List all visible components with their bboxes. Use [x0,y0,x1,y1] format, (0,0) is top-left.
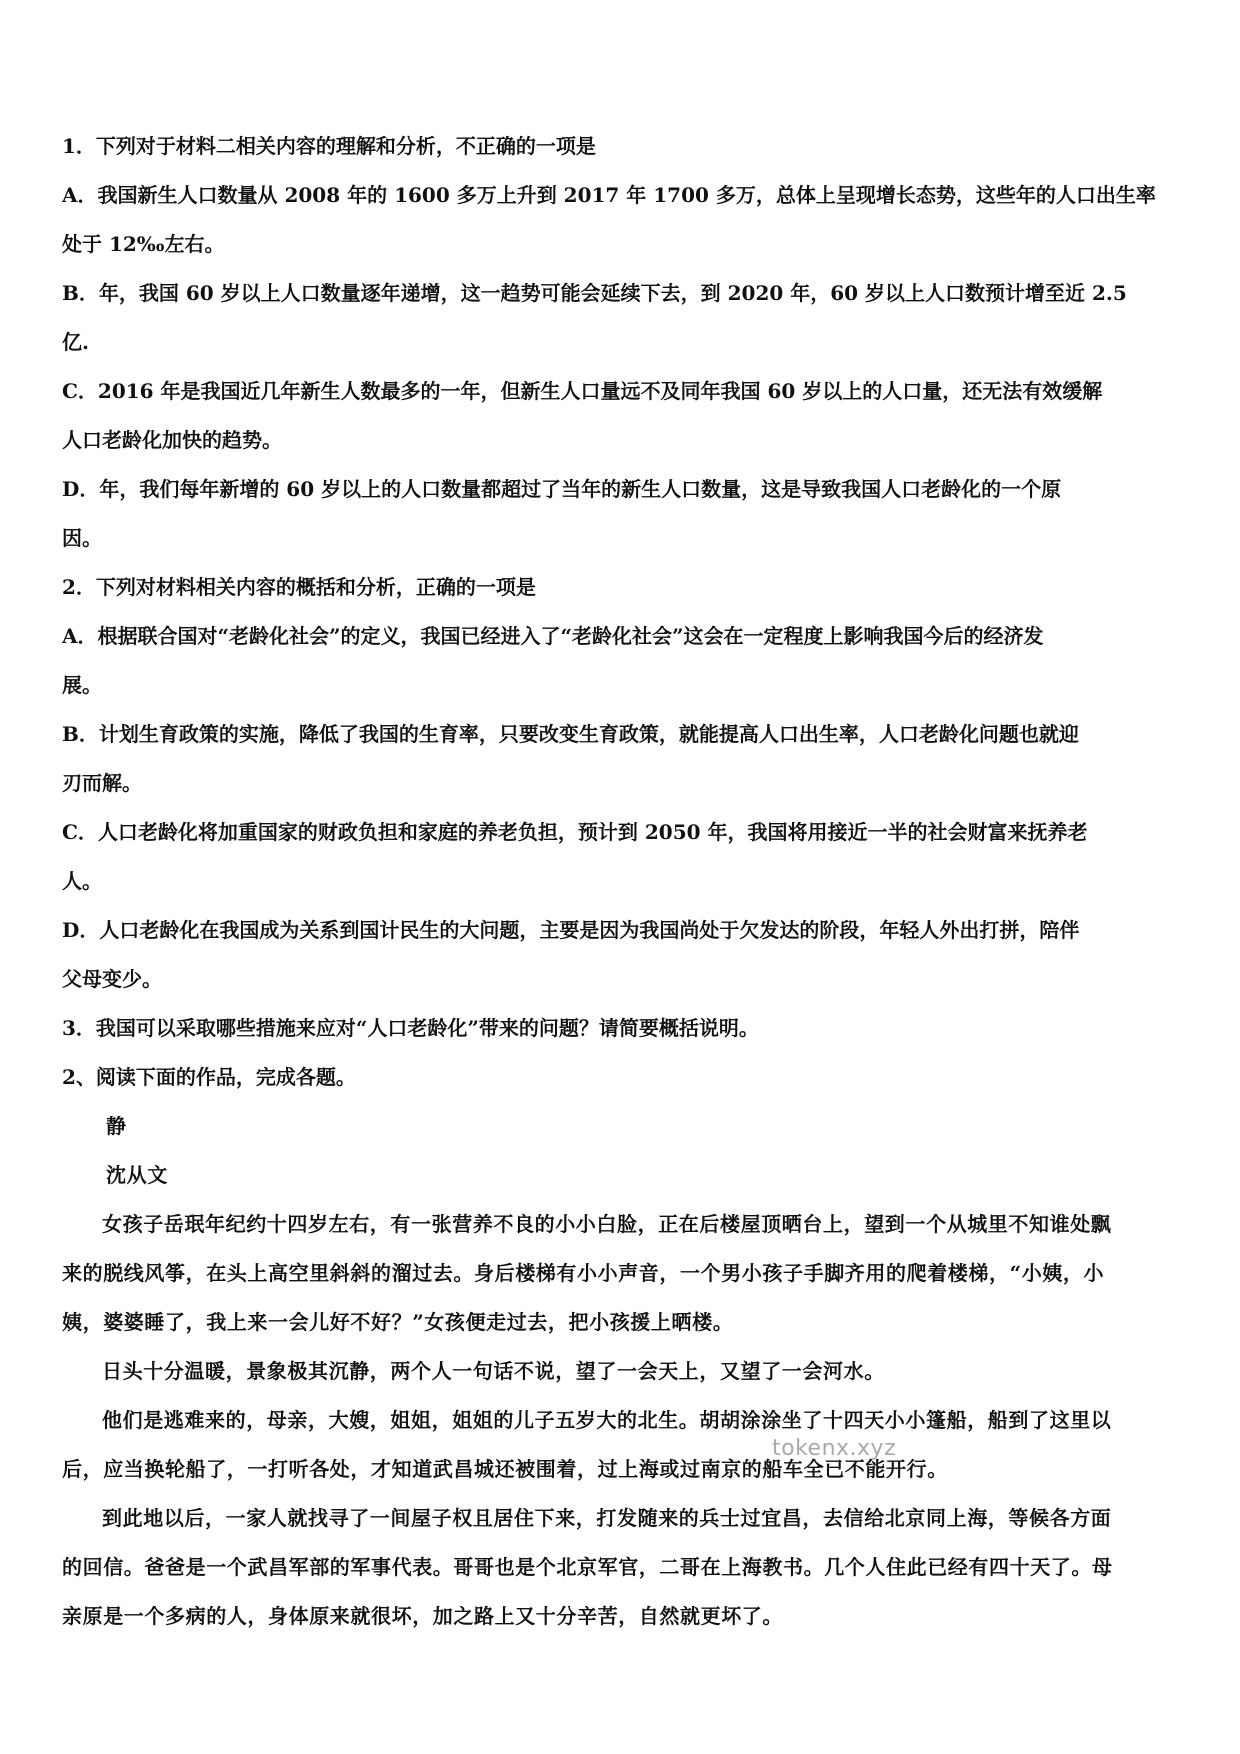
document-page [62,122,1190,1641]
watermark: tokenx.xyz [772,1436,897,1461]
question-2-option-c: C．人口老龄化将加重国家的财政负担和家庭的养老负担，预计到 2050 年，我国将用接近一半的社会财富来抚养老 [62,820,1088,844]
story-paragraph-3-line-2: 后，应当换轮船了，一打听各处，才知道武昌城还被围着，过上海或过南京的船车全已不能开行。 [62,1457,948,1481]
question-1-option-c-cont: 人口老龄化加快的趋势。 [62,428,282,452]
question-1-option-c: C．2016 年是我国近几年新生人数最多的一年，但新生人口量远不及同年我国 60 岁以上的人口量，还无法有效缓解 [62,379,1103,403]
question-1-stem: 1．下列对于材料二相关内容的理解和分析，不正确的一项是 [62,134,596,158]
question-2-option-b: B．计划生育政策的实施，降低了我国的生育率，只要改变生育政策，就能提高人口出生率，人口老龄化问题也就迎 [62,722,1079,746]
section-2-heading: 2、阅读下面的作品，完成各题。 [62,1065,356,1089]
question-2-option-b-cont: 刃而解。 [62,771,142,795]
question-1-option-b: B．年，我国 60 岁以上人口数量逐年递增，这一趋势可能会延续下去，到 2020 年，60 岁以上人口数预计增至近 2.5 [62,281,1127,305]
story-paragraph-4-line-1: 到此地以后，一家人就找寻了一间屋子权且居住下来，打发随来的兵士过宜昌，去信给北京同上海，等候各方面 [102,1506,1112,1530]
question-2-option-a-cont: 展。 [62,673,102,697]
question-2-option-c-cont: 人。 [62,869,102,893]
question-2-option-a: A．根据联合国对“老龄化社会”的定义，我国已经进入了“老龄化社会”这会在一定程度上影响我国今后的经济发 [62,624,1044,648]
story-title: 静 [106,1114,127,1138]
story-author: 沈从文 [106,1163,168,1187]
story-paragraph-2: 日头十分温暖，景象极其沉静，两个人一句话不说，望了一会天上，又望了一会河水。 [102,1359,885,1383]
question-1-option-a-cont: 处于 12‰左右。 [62,232,225,256]
question-2-option-d: D．人口老龄化在我国成为关系到国计民生的大问题，主要是因为我国尚处于欠发达的阶段，年轻人外出打拼，陪伴 [62,918,1080,942]
question-1-option-b-cont: 亿. [62,330,89,354]
story-paragraph-1-line-1: 女孩子岳珉年纪约十四岁左右，有一张营养不良的小小白脸，正在后楼屋顶晒台上，望到一个从城里不知谁处飘 [102,1212,1112,1236]
question-2-option-d-cont: 父母变少。 [62,967,162,991]
story-paragraph-1-line-2: 来的脱线风筝，在头上高空里斜斜的溜过去。身后楼梯有小小声音，一个男小孩子手脚齐用的爬着楼梯，“小姨，小 [62,1261,1105,1285]
question-1-option-d-cont: 因。 [62,526,102,550]
story-paragraph-4-line-2: 的回信。爸爸是一个武昌军部的军事代表。哥哥也是个北京军官，二哥在上海教书。几个人住此已经有四十天了。母 [62,1555,1113,1579]
story-paragraph-4-line-3: 亲原是一个多病的人，身体原来就很坏，加之路上又十分辛苦，自然就更坏了。 [62,1604,783,1628]
question-1-option-a: A．我国新生人口数量从 2008 年的 1600 多万上升到 2017 年 1700 多万，总体上呈现增长态势，这些年的人口出生率 [62,183,1156,207]
story-paragraph-1-line-3: 姨，婆婆睡了，我上来一会儿好不好？”女孩便走过去，把小孩援上晒楼。 [62,1310,734,1334]
question-1-option-d: D．年，我们每年新增的 60 岁以上的人口数量都超过了当年的新生人口数量，这是导致我国人口老龄化的一个原 [62,477,1062,501]
question-3-stem: 3．我国可以采取哪些措施来应对“人口老龄化”带来的问题？请简要概括说明。 [62,1016,759,1040]
story-paragraph-3-line-1: 他们是逃难来的，母亲，大嫂，姐姐，姐姐的儿子五岁大的北生。胡胡涂涂坐了十四天小小篷船，船到了这里以 [102,1408,1112,1432]
question-2-stem: 2．下列对材料相关内容的概括和分析，正确的一项是 [62,575,536,599]
